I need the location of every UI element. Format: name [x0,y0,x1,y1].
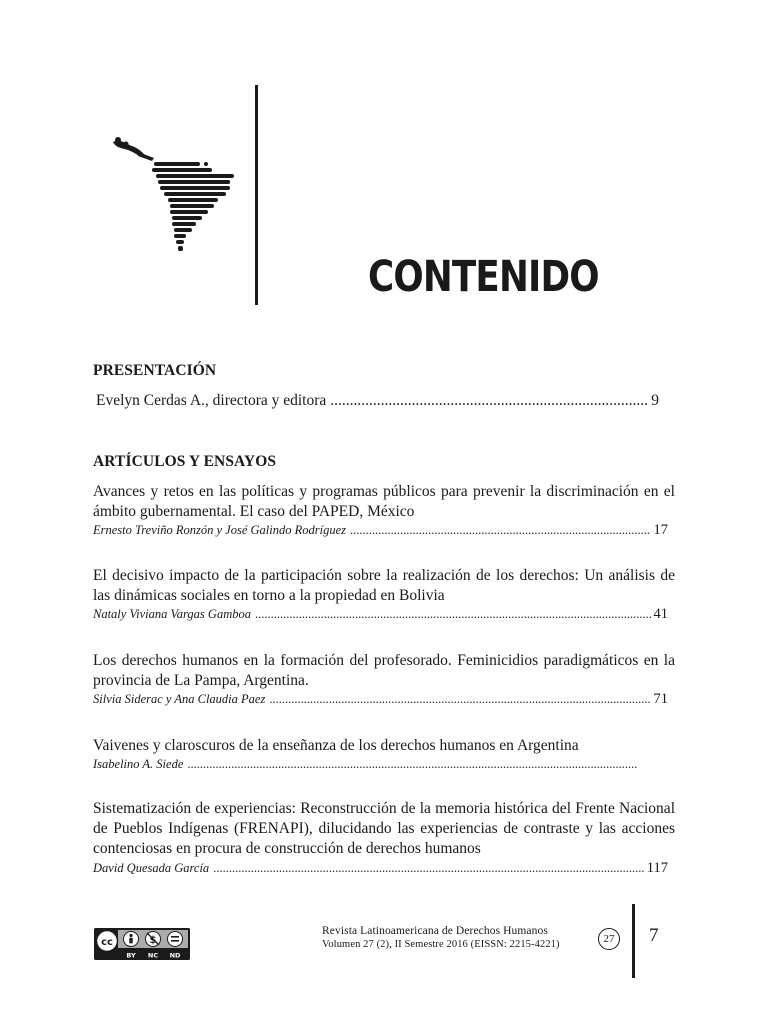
issue-number-badge: 27 [598,928,620,950]
cc-by-label: BY [126,951,136,960]
dot-leader [255,607,651,622]
page-title: CONTENIDO [368,252,599,302]
latin-america-map-logo [108,134,238,256]
creative-commons-by-nc-nd-icon [94,928,190,960]
dot-leader [350,523,651,538]
section-heading-presentacion: PRESENTACIÓN [93,362,217,379]
article-authors: Isabelino A. Siede [93,757,184,771]
toc-page-number: 41 [653,606,668,622]
dot-leader [269,692,650,707]
toc-entry-label: Evelyn Cerdas A., directora y editora [96,392,327,409]
toc-entry-article [93,606,668,623]
article-title: Vaivenes y claroscuros de la enseñanza de los derechos humanos en Argentina [93,737,579,754]
article-authors: Nataly Viviana Vargas Gamboa [93,607,251,621]
cc-label: cc [101,937,113,948]
toc-page-number: 9 [651,392,659,409]
article-title: Sistematización de experiencias: Reconstrucción de la memoria histórica del Frente Nacional de Pueblos Indígenas (FRENAPI), dilucidando las experiencias de contraste y las acciones contenciosas en procura de construcción de derechos humanos [93,800,675,857]
page-number: 7 [649,925,659,946]
toc-page-number: 71 [653,691,668,707]
section-heading-articulos: ARTÍCULOS Y ENSAYOS [93,453,277,470]
journal-volume: Volumen 27 (2), II Semestre 2016 (EISSN: 2215-4221) [322,939,560,950]
header-vertical-rule [255,85,258,305]
footer-vertical-rule [632,904,635,978]
journal-name: Revista Latinoamericana de Derechos Humanos [322,925,548,937]
article-title: El decisivo impacto de la participación sobre la realización de los derechos: Un análisis de las dinámicas sociales en torno a la propiedad en Bolivia [93,567,675,604]
toc-entry-presentacion [96,392,659,410]
dot-leader [330,392,648,410]
toc-page-number: 117 [646,860,668,876]
article-authors: David Quesada García [93,861,210,875]
toc-entry-article [93,757,641,772]
cc-nc-label: NC [147,951,159,960]
article-authors: Silvia Siderac y Ana Claudia Paez [93,692,266,706]
toc-page-number: 17 [653,522,668,538]
article-authors: Ernesto Treviño Ronzón y José Galindo Rodríguez [93,523,346,537]
dot-leader [187,757,638,772]
toc-entry-article [93,522,668,539]
article-title: Avances y retos en las políticas y programas públicos para prevenir la discriminación en el ámbito gubernamental. El caso del PAPED, México [93,483,675,520]
toc-entry-article [93,860,668,877]
dot-leader [213,861,644,876]
svg-text:$: $ [149,935,157,946]
cc-nd-label: ND [169,951,181,960]
article-title: Los derechos humanos en la formación del profesorado. Feminicidios paradigmáticos en la provincia de La Pampa, Argentina. [93,652,675,689]
journal-footer [322,924,592,952]
toc-entry-article [93,691,668,708]
